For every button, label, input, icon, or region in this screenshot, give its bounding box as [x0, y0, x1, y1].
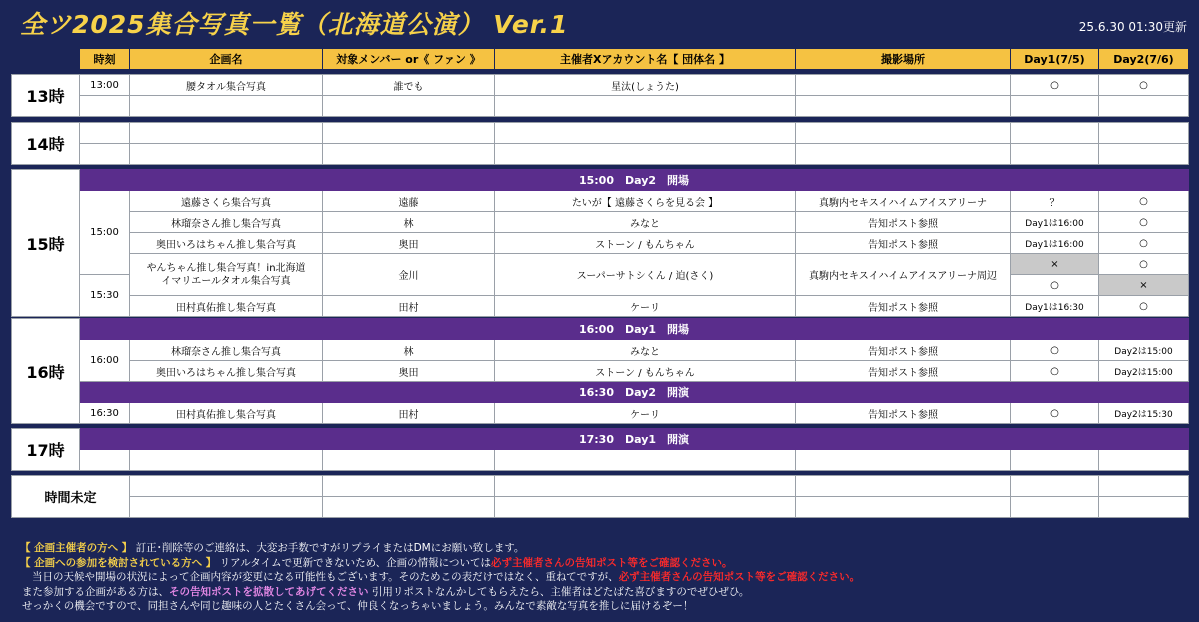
note-text: せっかくの機会ですので、同担さんや同じ趣味の人とたくさん会って、仲良くなっちゃいましょう。みんなで素敵な写真を推しに届けるぞー！ — [22, 600, 694, 612]
member-cell: 奥田 — [323, 233, 495, 254]
corner-cell — [12, 49, 80, 70]
day1-cell: ？ — [1011, 191, 1099, 212]
day2-cell: Day2は15:30 — [1099, 403, 1189, 424]
col-day2: Day2(7/6) — [1099, 49, 1189, 70]
note-line — [20, 556, 860, 571]
col-organizer: 主催者Xアカウント名【 団体名 】 — [495, 49, 796, 70]
day2-cell: ○ — [1099, 233, 1189, 254]
location-cell: 真駒内セキスイハイムアイスアリーナ — [796, 191, 1011, 212]
table-row — [12, 191, 1189, 212]
block-16 — [11, 318, 1189, 424]
event-name-cell: 林瑠奈さん推し集合写真 — [130, 340, 323, 361]
event-banner: 16:30 Day2 開演 — [80, 382, 1189, 403]
day1-cell: ○ — [1011, 75, 1099, 96]
member-cell: 林 — [323, 212, 495, 233]
organizer-cell: ケーリ — [495, 403, 796, 424]
note-text: また参加する企画がある方は、 — [22, 585, 169, 598]
table-row — [12, 403, 1189, 424]
day1-cell: ○ — [1011, 340, 1099, 361]
table-row — [12, 476, 1189, 497]
note-warning: 必ず主催者さんの告知ポスト等をご確認ください。 — [490, 556, 733, 569]
col-event-name: 企画名 — [130, 49, 323, 70]
location-cell: 告知ポスト参照 — [796, 212, 1011, 233]
location-cell: 告知ポスト参照 — [796, 403, 1011, 424]
table-row — [12, 340, 1189, 361]
note-line — [20, 599, 860, 614]
day1-cell: Day1は16:30 — [1011, 296, 1099, 317]
day2-cell: ○ — [1099, 212, 1189, 233]
day2-cell: × — [1099, 275, 1189, 296]
time-cell: 15:30 — [80, 275, 130, 317]
hour-label: 16時 — [12, 319, 80, 424]
tbd-label: 時間未定 — [12, 476, 130, 518]
table-row — [12, 212, 1189, 233]
table-row — [12, 361, 1189, 382]
organizer-cell: みなと — [495, 212, 796, 233]
organizer-cell: みなと — [495, 340, 796, 361]
location-cell: 告知ポスト参照 — [796, 296, 1011, 317]
day1-cell: Day1は16:00 — [1011, 212, 1099, 233]
page-title: 全ツ2025集合写真一覧（北海道公演） Ver.1 — [20, 10, 569, 39]
hour-label: 13時 — [12, 75, 80, 117]
table-row — [12, 96, 1189, 117]
schedule-header — [11, 48, 1189, 70]
event-name-cell: 奥田いろはちゃん推し集合写真 — [130, 233, 323, 254]
event-name-cell — [130, 254, 323, 296]
member-cell: 林 — [323, 340, 495, 361]
member-cell: 田村 — [323, 403, 495, 424]
day1-cell: Day1は16:00 — [1011, 233, 1099, 254]
organizer-cell: ストーン / もんちゃん — [495, 233, 796, 254]
event-name-cell: 奥田いろはちゃん推し集合写真 — [130, 361, 323, 382]
note-highlight: その告知ポストを拡散してあげてください — [169, 585, 369, 598]
day1-cell: ○ — [1011, 403, 1099, 424]
table-row — [12, 75, 1189, 96]
member-cell: 誰でも — [323, 75, 495, 96]
location-cell: 告知ポスト参照 — [796, 340, 1011, 361]
event-name-line2: イマリエールタオル集合写真 — [161, 275, 291, 287]
note-line — [20, 570, 860, 585]
time-cell: 16:00 — [80, 340, 130, 382]
table-row — [12, 144, 1189, 165]
hour-label: 14時 — [12, 123, 80, 165]
table-row — [12, 296, 1189, 317]
event-name-cell: 田村真佑推し集合写真 — [130, 403, 323, 424]
location-cell: 真駒内セキスイハイムアイスアリーナ周辺 — [796, 254, 1011, 296]
table-row — [12, 450, 1189, 471]
event-name-cell: 遠藤さくら集合写真 — [130, 191, 323, 212]
updated-timestamp: 25.6.30 01:30更新 — [1078, 20, 1187, 34]
member-cell: 奥田 — [323, 361, 495, 382]
hour-label: 15時 — [12, 170, 80, 317]
col-member: 対象メンバー or《 ファン 》 — [323, 49, 495, 70]
note-line — [20, 585, 860, 600]
table-row — [12, 123, 1189, 144]
organizer-cell: ストーン / もんちゃん — [495, 361, 796, 382]
event-name-cell: 腰タオル集合写真 — [130, 75, 323, 96]
day1-cell: ○ — [1011, 361, 1099, 382]
location-cell: 告知ポスト参照 — [796, 361, 1011, 382]
event-name-line1: やんちゃん推し集合写真！in北海道 — [146, 262, 306, 274]
event-banner: 17:30 Day1 開演 — [80, 429, 1189, 450]
block-15 — [11, 169, 1189, 317]
time-cell: 15:00 — [80, 191, 130, 275]
day2-cell: ○ — [1099, 254, 1189, 275]
day2-cell: ○ — [1099, 296, 1189, 317]
note-heading: 【 企画への参加を検討されている方へ 】 — [20, 556, 217, 569]
table-row — [12, 233, 1189, 254]
block-tbd — [11, 475, 1189, 518]
block-13 — [11, 74, 1189, 117]
day2-cell: ○ — [1099, 75, 1189, 96]
event-name-cell: 林瑠奈さん推し集合写真 — [130, 212, 323, 233]
day2-cell: ○ — [1099, 191, 1189, 212]
location-cell: 告知ポスト参照 — [796, 233, 1011, 254]
note-line — [20, 541, 860, 556]
member-cell: 金川 — [323, 254, 495, 296]
note-text: リアルタイムで更新できないため、企画の情報については — [216, 556, 491, 569]
col-location: 撮影場所 — [796, 49, 1011, 70]
table-row — [12, 497, 1189, 518]
organizer-cell: ケーリ — [495, 296, 796, 317]
day1-cell: ○ — [1011, 275, 1099, 296]
notes-section — [20, 541, 860, 614]
time-cell: 16:30 — [80, 403, 130, 424]
organizer-cell: スーパーサトシくん / 迫(さく) — [495, 254, 796, 296]
organizer-cell: たいが【 遠藤さくらを見る会 】 — [495, 191, 796, 212]
note-text: 当日の天候や開場の状況によって企画内容が変更になる可能性もございます。そのためこの表だけではなく、重ねてですが、 — [32, 571, 619, 583]
event-banner: 16:00 Day1 開場 — [80, 319, 1189, 340]
block-14 — [11, 122, 1189, 165]
note-warning: 必ず主催者さんの告知ポスト等をご確認ください。 — [618, 571, 861, 583]
col-day1: Day1(7/5) — [1011, 49, 1099, 70]
day2-cell: Day2は15:00 — [1099, 340, 1189, 361]
day1-cell: × — [1011, 254, 1099, 275]
note-text: 引用リポストなんかしてもらえたら、主催者はどたばた喜びますのでぜひぜひ。 — [368, 585, 750, 598]
hour-label: 17時 — [12, 429, 80, 471]
location-cell — [796, 75, 1011, 96]
day2-cell: Day2は15:00 — [1099, 361, 1189, 382]
note-text: 訂正･削除等のご連絡は、大変お手数ですがリプライまたはDMにお願い致します。 — [132, 542, 525, 554]
time-cell: 13:00 — [80, 75, 130, 96]
table-row — [12, 254, 1189, 275]
event-banner: 15:00 Day2 開場 — [80, 170, 1189, 191]
member-cell: 遠藤 — [323, 191, 495, 212]
col-time: 時刻 — [80, 49, 130, 70]
organizer-cell: 星汰(しょうた) — [495, 75, 796, 96]
note-heading: 【 企画主催者の方へ 】 — [20, 542, 133, 554]
block-17 — [11, 428, 1189, 471]
member-cell: 田村 — [323, 296, 495, 317]
event-name-cell: 田村真佑推し集合写真 — [130, 296, 323, 317]
